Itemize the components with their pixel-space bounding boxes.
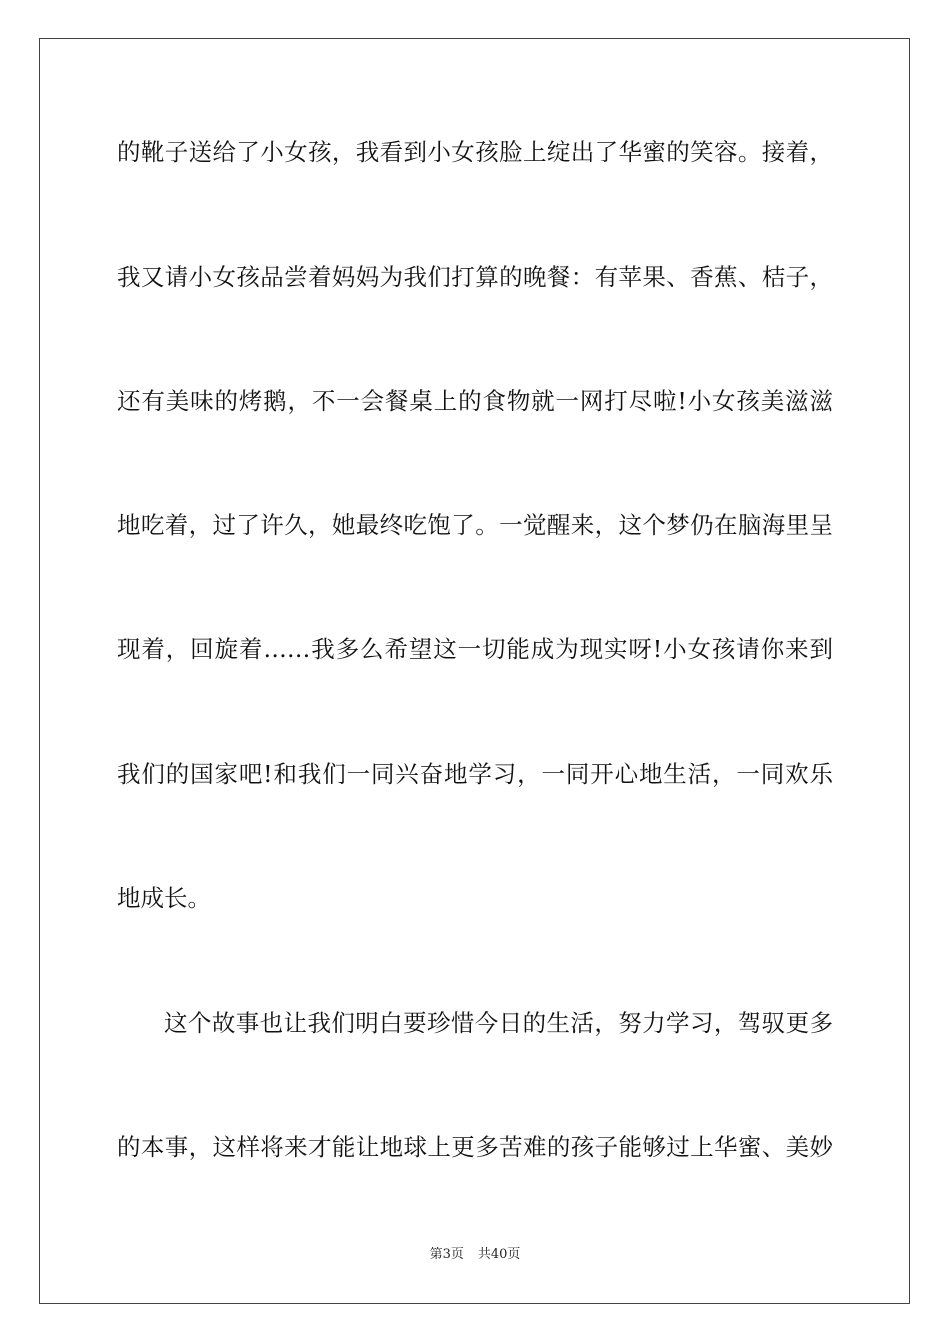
body-text-line: 的本事，这样将来才能让地球上更多苦难的孩子能够过上华蜜、美妙: [117, 1133, 833, 1161]
page-frame: [39, 38, 910, 1304]
body-text-line: 现着，回旋着……我多么希望这一切能成为现实呀!小女孩请你来到: [117, 635, 833, 663]
body-text-line: 地吃着，过了许久，她最终吃饱了。一觉醒来，这个梦仍在脑海里呈: [117, 511, 833, 539]
body-text-line: 的靴子送给了小女孩，我看到小女孩脸上绽出了华蜜的笑容。接着，: [117, 138, 833, 166]
body-text-line: 我又请小女孩品尝着妈妈为我们打算的晚餐：有苹果、香蕉、桔子，: [117, 263, 833, 291]
body-text-line: 地成长。: [117, 884, 211, 912]
page-footer: [0, 1246, 950, 1264]
page-number: 第3页: [429, 1247, 464, 1262]
body-text-line: 还有美味的烤鹅，不一会餐桌上的食物就一网打尽啦!小女孩美滋滋: [117, 387, 833, 415]
page-total: 共40页: [477, 1247, 521, 1262]
paragraph-first-line: 这个故事也让我们明白要珍惜今日的生活，努力学习，驾驭更多: [164, 1009, 833, 1037]
body-text-line: 我们的国家吧!和我们一同兴奋地学习，一同开心地生活，一同欢乐: [117, 760, 833, 788]
